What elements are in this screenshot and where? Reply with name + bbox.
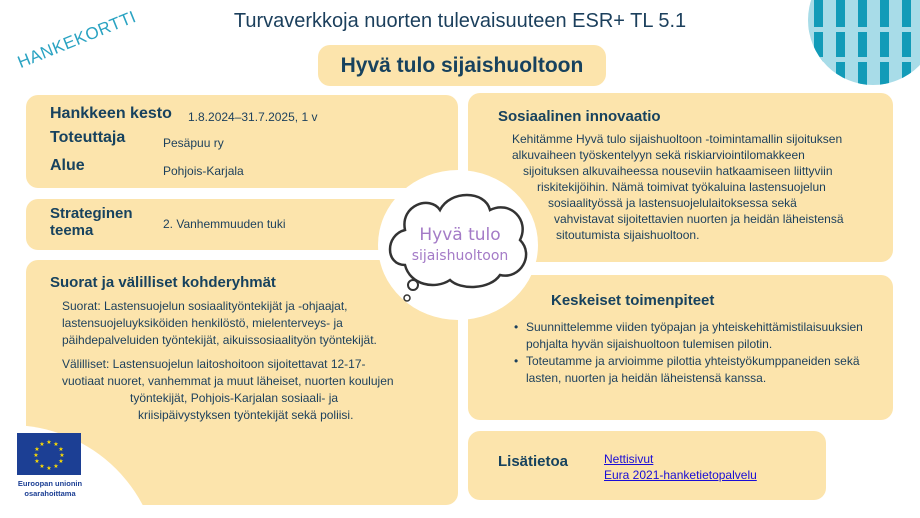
svg-text:★: ★	[39, 464, 45, 470]
innovation-text: Kehitämme Hyvä tulo sijaishuoltoon -toimintamallin sijoituksen alkuvaiheen työskentelyyn sekä riskiarviointilomakkeen sijoituksen alkuvaiheessa nouseviin hatkaamiseen liittyviin riskitekijöihin. Nämä toimivat työkaluina lastensuojelun sosiaalityössä ja lastensuojelulaitoksessa sekä vahvistavat sijoitettavien nuorten ja heidän läheistensä sitoutumista sijaishuoltoon.	[512, 132, 844, 242]
svg-text:★: ★	[34, 447, 40, 453]
eu-funding-text: Euroopan unionin osarahoittama	[17, 479, 83, 498]
project-name: Hyvä tulo sijaishuoltoon	[318, 45, 606, 86]
svg-text:★: ★	[53, 442, 59, 448]
program-title: Turvaverkkoja nuorten tulevaisuuteen ESR+ TL 5.1	[233, 10, 687, 32]
svg-text:★: ★	[34, 459, 40, 465]
svg-text:★: ★	[46, 466, 52, 472]
kesto-value: 1.8.2024–31.7.2025, 1 v	[188, 110, 318, 124]
svg-text:★: ★	[58, 447, 64, 453]
project-info-card	[26, 95, 458, 188]
target-groups-title: Suorat ja välilliset kohderyhmät	[50, 274, 276, 291]
svg-text:★: ★	[58, 459, 64, 465]
alue-value: Pohjois-Karjala	[163, 164, 244, 178]
strategy-value: 2. Vanhemmuuden tuki	[163, 217, 286, 231]
actions-title: Keskeiset toimenpiteet	[551, 292, 715, 309]
svg-text:★: ★	[33, 453, 39, 459]
more-info-title: Lisätietoa	[498, 453, 569, 470]
website-link[interactable]: Nettisivut	[604, 452, 654, 466]
svg-text:★: ★	[46, 440, 52, 446]
cloud-text-2: sijaishuoltoon	[411, 248, 509, 264]
alue-label: Alue	[50, 157, 85, 174]
svg-text:★: ★	[59, 453, 65, 459]
eu-flag-icon	[17, 433, 81, 475]
actions-list	[512, 319, 882, 387]
toteuttaja-label: Toteuttaja	[50, 129, 126, 146]
list-item: • Suunnittelemme viiden työpajan ja yhteiskehittämistilaisuuksien pohjalta hyvän sijaishuoltoon tulemisen pilotin.	[512, 319, 882, 353]
svg-text:★: ★	[39, 442, 45, 448]
hankekortti-label: HANKEKORTTI	[14, 7, 139, 72]
more-info-card	[468, 431, 826, 500]
innovation-title: Sosiaalinen innovaatio	[498, 108, 661, 125]
list-item: • Toteutamme ja arvioimme pilottia yhteistyökumppaneiden sekä lasten, nuorten ja heidän läheistensä kanssa.	[512, 353, 882, 387]
kesto-label: Hankkeen kesto	[50, 105, 172, 122]
toteuttaja-value: Pesäpuu ry	[163, 136, 224, 150]
cloud-icon	[385, 185, 535, 310]
indirect-groups: Välilliset: Lastensuojelun laitoshoitoon sijoitettavat 12-17- vuotiaat nuoret, vanhemmat ja muut läheiset, nuorten koulujen työntekijät, Pohjois-Karjalan sosiaali- ja kriisipäivystyksen työntekijät sekä poliisi.	[62, 357, 394, 422]
decorative-circle-icon	[808, 0, 920, 85]
cloud-text-1: Hyvä tulo	[419, 225, 501, 245]
svg-text:★: ★	[53, 464, 59, 470]
strategy-label: Strateginen teema	[50, 205, 133, 239]
eura-link[interactable]: Eura 2021-hanketietopalvelu	[604, 468, 757, 482]
direct-groups: Suorat: Lastensuojelun sosiaalityöntekijät ja -ohjaajat, lastensuojeluyksiköiden henkilöstö, mielenterveys- ja päihdepalveluiden työntekijät, aikuissosiaalityön työntekijät.	[62, 299, 377, 347]
